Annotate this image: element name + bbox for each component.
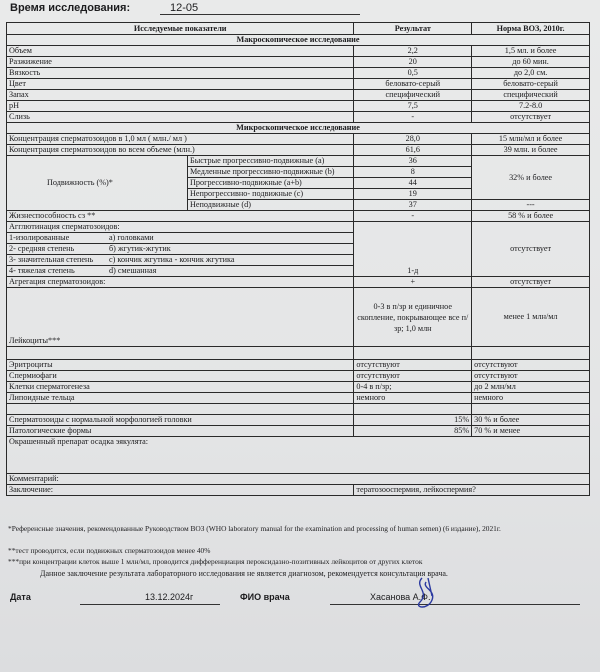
row-result: отсутствуют <box>354 360 472 371</box>
date-label: Дата <box>10 592 31 602</box>
row-result: беловато-серый <box>354 79 472 90</box>
doctor-value: Хасанова А.Ф. <box>370 592 431 602</box>
table-row <box>7 211 590 222</box>
disclaimer: Данное заключение результата лабораторного исследования не является диагнозом, рекомендуется консультация врача. <box>40 569 448 578</box>
row-name: Патологические формы <box>7 426 354 437</box>
date-underline <box>80 604 220 605</box>
row-result: 28,0 <box>354 134 472 145</box>
row-result: 7,5 <box>354 101 472 112</box>
row-name: Лейкоциты*** <box>7 288 354 347</box>
row-norm: 39 млн. и более <box>472 145 590 156</box>
time-label: Время исследования: <box>10 2 131 14</box>
row-norm: специфический <box>472 90 590 101</box>
row-name: Клетки сперматогенеза <box>7 382 354 393</box>
row-norm: до 2,0 см. <box>472 68 590 79</box>
row-norm: до 2 млн/мл <box>472 382 590 393</box>
micro-section-title: Микроскопическое исследование <box>7 123 590 134</box>
row-name: Липоидные тельца <box>7 393 354 404</box>
row-result: отсутствуют <box>354 371 472 382</box>
agglut-type: d) смешанная <box>109 266 157 275</box>
table-row <box>7 90 590 101</box>
table-row <box>7 46 590 57</box>
blank-cell <box>472 347 590 360</box>
row-name: Сперматозоиды с нормальной морфологией головки <box>7 415 354 426</box>
row-result: 19 <box>354 189 472 200</box>
agglut-title: Агглютинация сперматозоидов: <box>7 222 354 233</box>
motility-subrows <box>187 156 353 210</box>
footnote-3: ***при концентрации клеток выше 1 млн/мл, проводится дифференциация пероксидазно-позитивных лейкоцитов от других клеток <box>8 557 423 566</box>
row-name: Разжижение <box>7 57 354 68</box>
row-norm: беловато-серый <box>472 79 590 90</box>
agglut-type: а) головками <box>109 233 154 242</box>
col-norm-header: Норма ВОЗ, 2010г. <box>472 23 590 35</box>
row-result: 85% <box>354 426 472 437</box>
row-name: Агрегация сперматозоидов: <box>7 277 354 288</box>
conclusion-label: Заключение: <box>7 485 354 496</box>
row-result: немного <box>354 393 472 404</box>
agglut-degree: 1-изолированные <box>9 233 70 242</box>
row-norm: отсутствует <box>472 112 590 123</box>
row-name: Эритроциты <box>7 360 354 371</box>
row-result: 37 <box>354 200 472 211</box>
time-underline <box>160 14 360 15</box>
row-name: Объем <box>7 46 354 57</box>
comment-label: Комментарий: <box>7 474 590 485</box>
row-name: Вязкость <box>7 68 354 79</box>
row-result: 2,2 <box>354 46 472 57</box>
row-name: Спермиофаги <box>7 371 354 382</box>
row-result: 15% <box>354 415 472 426</box>
row-name: Концентрация сперматозоидов в 1,0 мл ( млн./ мл ) <box>7 134 354 145</box>
col-name-header: Исследуемые показатели <box>7 23 354 35</box>
row-norm: 58 % и более <box>472 211 590 222</box>
table-row <box>7 382 590 393</box>
row-result: 0,5 <box>354 68 472 79</box>
row-norm: немного <box>472 393 590 404</box>
row-result: 8 <box>354 167 472 178</box>
footnote-1: *Референсные значения, рекомендованные Руководством ВОЗ (WHO laboratory manual for the examination and processing of human semen) (6 издание), 2021г. <box>8 524 501 533</box>
col-result-header: Результат <box>354 23 472 35</box>
row-result: 0-3 в п/зр и единичное скопление, покрывающее все п/зр; 1,0 млн <box>354 288 472 347</box>
blank-cell <box>472 404 590 415</box>
results-table <box>6 22 590 496</box>
date-value: 13.12.2024г <box>145 592 194 602</box>
conclusion-value: тератозооспермия, лейкоспермия? <box>354 485 590 496</box>
table-header-row <box>7 23 590 35</box>
row-result: 0-4 в п/зр; <box>354 382 472 393</box>
row-result: специфический <box>354 90 472 101</box>
conclusion-row <box>7 485 590 496</box>
agglut-title-row <box>7 222 590 233</box>
blank-cell <box>7 404 354 415</box>
row-norm: 1,5 мл. и более <box>472 46 590 57</box>
stained-label: Окрашенный препарат осадка эякулята: <box>7 437 590 474</box>
comment-row <box>7 474 590 485</box>
motility-cell <box>7 156 354 211</box>
agglut-degree: 3- значительная степень <box>9 255 94 264</box>
agglut-norm: отсутствует <box>472 222 590 277</box>
row-norm: 30 % и более <box>472 415 590 426</box>
micro-section-title-row <box>7 123 590 134</box>
row-result: 20 <box>354 57 472 68</box>
table-row <box>7 347 590 360</box>
blank-cell <box>354 347 472 360</box>
motility-subrow-name: Медленные прогрессивно-подвижные (b) <box>188 167 353 178</box>
row-norm: 70 % и менее <box>472 426 590 437</box>
doctor-underline <box>330 604 580 605</box>
agglut-type: с) кончик жгутика - кончик жгутика <box>109 255 235 264</box>
table-row <box>7 404 590 415</box>
agglut-degree: 2- средняя степень <box>9 244 75 253</box>
table-row <box>7 145 590 156</box>
table-row <box>7 371 590 382</box>
agglut-degree: 4- тяжелая степень <box>9 266 75 275</box>
row-name: Слизь <box>7 112 354 123</box>
agglut-result: 1-д <box>354 222 472 277</box>
table-row <box>7 112 590 123</box>
table-row <box>7 57 590 68</box>
row-name: Жизнеспособность сз ** <box>7 211 354 222</box>
time-value: 12-05 <box>170 2 199 14</box>
row-name: Запах <box>7 90 354 101</box>
row-norm: --- <box>472 200 590 211</box>
row-name: Концентрация сперматозоидов во всем объеме (млн.) <box>7 145 354 156</box>
macro-section-title: Макроскопическое исследование <box>7 35 590 46</box>
motility-label: Подвижность (%)* <box>47 178 113 187</box>
table-row <box>7 277 590 288</box>
stained-row <box>7 437 590 474</box>
table-row <box>7 360 590 371</box>
row-norm: 15 млн/мл и более <box>472 134 590 145</box>
motility-subrow-name: Неподвижные (d) <box>190 200 251 209</box>
row-norm: отсутствуют <box>472 371 590 382</box>
doctor-label: ФИО врача <box>240 592 290 602</box>
motility-subrow-name: Прогрессивно-подвижные (a+b) <box>188 178 353 189</box>
row-name: Цвет <box>7 79 354 90</box>
table-row <box>7 134 590 145</box>
row-result: - <box>354 112 472 123</box>
row-norm: менее 1 млн/мл <box>472 288 590 347</box>
table-row <box>7 68 590 79</box>
row-norm: до 60 мин. <box>472 57 590 68</box>
macro-section-title-row <box>7 35 590 46</box>
row-norm: отсутствуют <box>472 360 590 371</box>
blank-cell <box>7 347 354 360</box>
footnote-2: **тест проводится, если подвижных сперматозоидов менее 40% <box>8 546 211 555</box>
row-result: + <box>354 277 472 288</box>
motility-row <box>7 156 590 167</box>
agglut-type: б) жгутик-жгутик <box>109 244 171 253</box>
table-row <box>7 415 590 426</box>
table-row <box>7 393 590 404</box>
table-row <box>7 79 590 90</box>
blank-cell <box>354 404 472 415</box>
row-name: pH <box>7 101 354 112</box>
row-result: - <box>354 211 472 222</box>
motility-subrow-name: Быстрые прогрессивно-подвижные (а) <box>188 156 353 167</box>
table-row <box>7 101 590 112</box>
signature-scribble <box>408 574 444 614</box>
row-result: 61,6 <box>354 145 472 156</box>
row-result: 44 <box>354 178 472 189</box>
motility-norm: 32% и более <box>472 156 590 200</box>
row-norm: отсутствует <box>472 277 590 288</box>
motility-subrow-name: Непрогрессивно- подвижные (с) <box>188 189 353 200</box>
table-row <box>7 426 590 437</box>
leuko-row <box>7 288 590 347</box>
row-result: 36 <box>354 156 472 167</box>
row-norm: 7.2-8.0 <box>472 101 590 112</box>
